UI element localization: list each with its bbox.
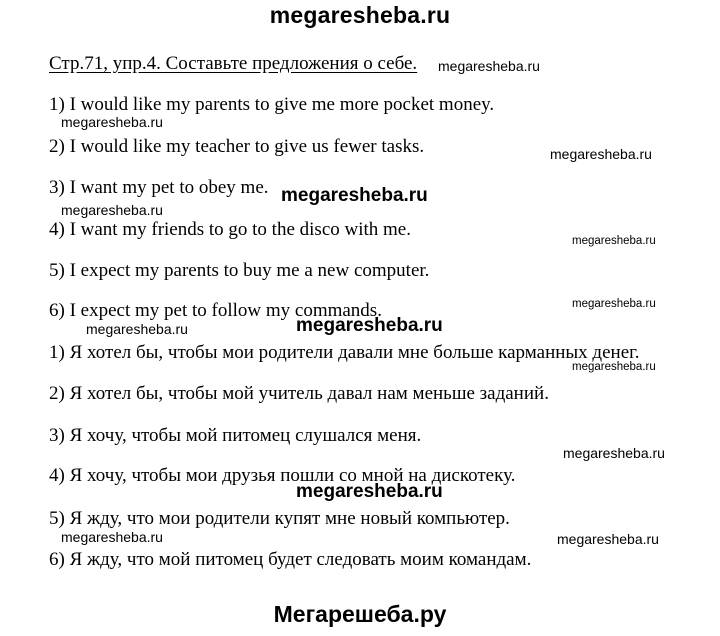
site-header-title: megaresheba.ru <box>269 2 451 28</box>
sentence-ru-1: 1) Я хотел бы, чтобы мои родители давали мне больше карманных денег. <box>49 342 640 363</box>
site-footer-title: Мегарешеба.ру <box>273 601 447 627</box>
watermark: megaresheba.ru <box>86 321 188 337</box>
sentence-ru-5: 5) Я жду, что мои родители купят мне новый компьютер. <box>49 508 510 529</box>
sentence-ru-3: 3) Я хочу, чтобы мой питомец слушался меня. <box>49 425 422 446</box>
watermark: megaresheba.ru <box>61 114 163 130</box>
watermark: megaresheba.ru <box>296 315 443 336</box>
sentence-en-2: 2) I would like my teacher to give us fewer tasks. <box>49 136 425 157</box>
watermark: megaresheba.ru <box>296 481 443 502</box>
sentence-en-6: 6) I expect my pet to follow my commands. <box>49 300 382 321</box>
watermark: megaresheba.ru <box>572 235 656 247</box>
watermark: megaresheba.ru <box>572 361 656 373</box>
watermark: megaresheba.ru <box>572 298 656 310</box>
sentence-ru-6: 6) Я жду, что мой питомец будет следовать моим командам. <box>49 549 532 570</box>
sentence-en-3: 3) I want my pet to obey me. <box>49 177 269 198</box>
sentence-en-5: 5) I expect my parents to buy me a new computer. <box>49 260 430 281</box>
watermark: megaresheba.ru <box>550 146 652 162</box>
sentence-en-1: 1) I would like my parents to give me more pocket money. <box>49 94 495 115</box>
watermark: megaresheba.ru <box>438 58 540 74</box>
watermark: megaresheba.ru <box>61 202 163 218</box>
sentence-en-4: 4) I want my friends to go to the disco with me. <box>49 219 411 240</box>
watermark: megaresheba.ru <box>281 185 428 206</box>
sentence-ru-2: 2) Я хотел бы, чтобы мой учитель давал нам меньше заданий. <box>49 383 549 404</box>
watermark: megaresheba.ru <box>563 445 665 461</box>
task-title: Стр.71, упр.4. Составьте предложения о себе. <box>49 53 418 74</box>
watermark: megaresheba.ru <box>557 531 659 547</box>
watermark: megaresheba.ru <box>61 529 163 545</box>
sentence-ru-4: 4) Я хочу, чтобы мои друзья пошли со мной на дискотеку. <box>49 465 516 486</box>
